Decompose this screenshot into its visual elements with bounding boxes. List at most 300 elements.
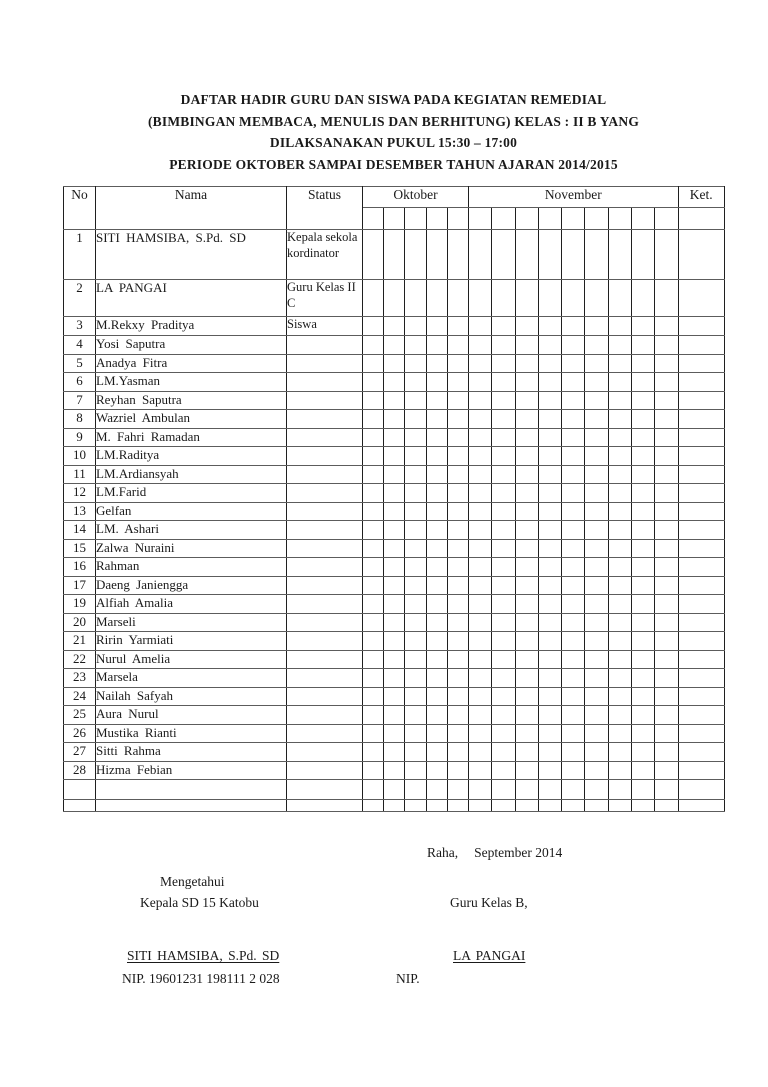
attendance-cell bbox=[608, 576, 631, 595]
date-subheader-cell bbox=[678, 208, 724, 230]
attendance-cell bbox=[426, 521, 447, 540]
attendance-cell bbox=[538, 576, 561, 595]
attendance-cell bbox=[678, 669, 724, 688]
table-row bbox=[64, 743, 725, 762]
attendance-cell bbox=[632, 447, 655, 466]
row-name: Ririn Yarmiati bbox=[96, 632, 287, 651]
date-subheader-cell bbox=[447, 208, 468, 230]
attendance-cell bbox=[447, 595, 468, 614]
attendance-cell bbox=[384, 354, 405, 373]
attendance-cell bbox=[562, 230, 585, 280]
attendance-cell bbox=[363, 669, 384, 688]
attendance-cell bbox=[468, 410, 491, 429]
attendance-cell bbox=[608, 336, 631, 355]
attendance-cell bbox=[405, 465, 426, 484]
attendance-cell bbox=[468, 280, 491, 317]
date-subheader-cell bbox=[585, 208, 608, 230]
attendance-cell bbox=[632, 373, 655, 392]
attendance-cell bbox=[515, 484, 538, 503]
attendance-cell bbox=[632, 539, 655, 558]
row-name: LM.Ardiansyah bbox=[96, 465, 287, 484]
row-status bbox=[287, 539, 363, 558]
attendance-cell bbox=[468, 613, 491, 632]
attendance-cell bbox=[426, 669, 447, 688]
attendance-cell bbox=[608, 595, 631, 614]
date-subheader-cell bbox=[492, 208, 515, 230]
row-status bbox=[287, 650, 363, 669]
attendance-cell bbox=[562, 724, 585, 743]
attendance-cell bbox=[608, 761, 631, 780]
attendance-cell bbox=[632, 354, 655, 373]
attendance-cell bbox=[585, 336, 608, 355]
row-status bbox=[287, 669, 363, 688]
attendance-cell bbox=[384, 484, 405, 503]
attendance-cell bbox=[384, 230, 405, 280]
date-subheader-cell bbox=[405, 208, 426, 230]
attendance-cell bbox=[468, 761, 491, 780]
attendance-cell bbox=[515, 502, 538, 521]
attendance-cell bbox=[562, 761, 585, 780]
attendance-cell bbox=[426, 539, 447, 558]
attendance-cell bbox=[405, 521, 426, 540]
table-row bbox=[64, 724, 725, 743]
attendance-cell bbox=[468, 687, 491, 706]
attendance-cell bbox=[384, 410, 405, 429]
attendance-cell bbox=[632, 502, 655, 521]
attendance-cell bbox=[655, 743, 678, 762]
attendance-cell bbox=[678, 280, 724, 317]
empty-cell bbox=[632, 800, 655, 812]
attendance-cell bbox=[515, 595, 538, 614]
attendance-cell bbox=[562, 317, 585, 336]
attendance-cell bbox=[363, 373, 384, 392]
attendance-cell bbox=[492, 428, 515, 447]
attendance-cell bbox=[632, 230, 655, 280]
empty-cell bbox=[655, 800, 678, 812]
table-row bbox=[64, 230, 725, 280]
attendance-cell bbox=[468, 230, 491, 280]
attendance-cell bbox=[384, 576, 405, 595]
row-number: 14 bbox=[64, 521, 96, 540]
attendance-cell bbox=[405, 280, 426, 317]
attendance-cell bbox=[538, 280, 561, 317]
row-number: 15 bbox=[64, 539, 96, 558]
attendance-cell bbox=[585, 354, 608, 373]
attendance-cell bbox=[608, 428, 631, 447]
row-name: Reyhan Saputra bbox=[96, 391, 287, 410]
attendance-cell bbox=[632, 336, 655, 355]
attendance-cell bbox=[585, 391, 608, 410]
row-number: 28 bbox=[64, 761, 96, 780]
attendance-cell bbox=[515, 650, 538, 669]
attendance-cell bbox=[632, 761, 655, 780]
row-name: Alfiah Amalia bbox=[96, 595, 287, 614]
attendance-cell bbox=[538, 502, 561, 521]
empty-cell bbox=[96, 780, 287, 800]
attendance-cell bbox=[632, 613, 655, 632]
attendance-cell bbox=[384, 336, 405, 355]
attendance-cell bbox=[562, 465, 585, 484]
attendance-cell bbox=[678, 354, 724, 373]
attendance-cell bbox=[426, 558, 447, 577]
attendance-cell bbox=[538, 558, 561, 577]
table-row bbox=[64, 650, 725, 669]
attendance-cell bbox=[515, 669, 538, 688]
attendance-cell bbox=[468, 706, 491, 725]
attendance-cell bbox=[492, 484, 515, 503]
table-row bbox=[64, 558, 725, 577]
table-row bbox=[64, 521, 725, 540]
date-subheader-cell bbox=[363, 208, 384, 230]
row-status bbox=[287, 576, 363, 595]
attendance-cell bbox=[468, 576, 491, 595]
attendance-cell bbox=[363, 724, 384, 743]
date-subheader-cell bbox=[655, 208, 678, 230]
attendance-cell bbox=[655, 447, 678, 466]
table-row bbox=[64, 613, 725, 632]
attendance-cell bbox=[515, 576, 538, 595]
attendance-cell bbox=[678, 336, 724, 355]
table-row bbox=[64, 391, 725, 410]
attendance-cell bbox=[655, 687, 678, 706]
attendance-cell bbox=[585, 521, 608, 540]
attendance-cell bbox=[562, 391, 585, 410]
empty-cell bbox=[608, 800, 631, 812]
attendance-cell bbox=[492, 502, 515, 521]
attendance-cell bbox=[562, 354, 585, 373]
row-number: 9 bbox=[64, 428, 96, 447]
attendance-cell bbox=[405, 743, 426, 762]
attendance-cell bbox=[632, 317, 655, 336]
attendance-cell bbox=[562, 669, 585, 688]
attendance-cell bbox=[655, 317, 678, 336]
attendance-cell bbox=[655, 595, 678, 614]
row-name: Yosi Saputra bbox=[96, 336, 287, 355]
attendance-cell bbox=[492, 391, 515, 410]
attendance-cell bbox=[632, 650, 655, 669]
attendance-cell bbox=[447, 687, 468, 706]
attendance-cell bbox=[562, 539, 585, 558]
row-number: 12 bbox=[64, 484, 96, 503]
attendance-cell bbox=[363, 410, 384, 429]
attendance-cell bbox=[538, 373, 561, 392]
attendance-cell bbox=[562, 373, 585, 392]
attendance-cell bbox=[405, 391, 426, 410]
row-name: Daeng Janiengga bbox=[96, 576, 287, 595]
empty-cell bbox=[384, 800, 405, 812]
attendance-cell bbox=[384, 373, 405, 392]
row-number: 7 bbox=[64, 391, 96, 410]
attendance-cell bbox=[426, 706, 447, 725]
attendance-cell bbox=[678, 447, 724, 466]
attendance-cell bbox=[562, 502, 585, 521]
table-row bbox=[64, 632, 725, 651]
attendance-cell bbox=[538, 632, 561, 651]
attendance-cell bbox=[384, 687, 405, 706]
empty-cell bbox=[447, 780, 468, 800]
row-number: 19 bbox=[64, 595, 96, 614]
attendance-cell bbox=[447, 447, 468, 466]
attendance-cell bbox=[515, 428, 538, 447]
table-row bbox=[64, 410, 725, 429]
footer-kepala-title: Kepala SD 15 Katobu bbox=[140, 895, 259, 910]
attendance-cell bbox=[468, 595, 491, 614]
attendance-cell bbox=[447, 724, 468, 743]
attendance-cell bbox=[363, 632, 384, 651]
attendance-cell bbox=[655, 632, 678, 651]
attendance-cell bbox=[492, 336, 515, 355]
attendance-cell bbox=[562, 613, 585, 632]
attendance-cell bbox=[585, 595, 608, 614]
attendance-cell bbox=[384, 613, 405, 632]
empty-cell bbox=[632, 780, 655, 800]
attendance-cell bbox=[515, 373, 538, 392]
date-subheader-cell bbox=[384, 208, 405, 230]
row-status bbox=[287, 595, 363, 614]
attendance-cell bbox=[492, 632, 515, 651]
attendance-cell bbox=[655, 521, 678, 540]
attendance-cell bbox=[468, 558, 491, 577]
attendance-cell bbox=[468, 484, 491, 503]
attendance-cell bbox=[655, 613, 678, 632]
attendance-cell bbox=[384, 650, 405, 669]
attendance-cell bbox=[562, 447, 585, 466]
attendance-cell bbox=[363, 484, 384, 503]
attendance-cell bbox=[562, 410, 585, 429]
attendance-cell bbox=[363, 687, 384, 706]
row-status bbox=[287, 336, 363, 355]
attendance-cell bbox=[585, 410, 608, 429]
attendance-cell bbox=[678, 724, 724, 743]
attendance-cell bbox=[632, 465, 655, 484]
attendance-cell bbox=[492, 447, 515, 466]
table-row bbox=[64, 354, 725, 373]
attendance-cell bbox=[363, 613, 384, 632]
attendance-cell bbox=[538, 230, 561, 280]
attendance-cell bbox=[447, 428, 468, 447]
title-line-2: (BIMBINGAN MEMBACA, MENULIS DAN BERHITUNG) KELAS : II B YANG bbox=[147, 113, 640, 129]
attendance-cell bbox=[468, 354, 491, 373]
attendance-cell bbox=[515, 743, 538, 762]
attendance-cell bbox=[538, 724, 561, 743]
attendance-cell bbox=[678, 743, 724, 762]
col-header-status: Status bbox=[287, 187, 363, 230]
attendance-cell bbox=[492, 706, 515, 725]
table-row bbox=[64, 280, 725, 317]
attendance-cell bbox=[405, 558, 426, 577]
table-header-row bbox=[64, 187, 725, 208]
empty-cell bbox=[64, 800, 96, 812]
attendance-cell bbox=[585, 743, 608, 762]
attendance-cell bbox=[492, 595, 515, 614]
attendance-cell bbox=[492, 317, 515, 336]
attendance-cell bbox=[515, 230, 538, 280]
attendance-cell bbox=[585, 447, 608, 466]
attendance-cell bbox=[447, 761, 468, 780]
attendance-cell bbox=[447, 230, 468, 280]
attendance-cell bbox=[515, 280, 538, 317]
attendance-cell bbox=[426, 428, 447, 447]
row-name: LM.Yasman bbox=[96, 373, 287, 392]
attendance-cell bbox=[562, 706, 585, 725]
attendance-cell bbox=[632, 724, 655, 743]
attendance-cell bbox=[426, 410, 447, 429]
attendance-cell bbox=[363, 502, 384, 521]
attendance-cell bbox=[363, 650, 384, 669]
empty-cell bbox=[287, 780, 363, 800]
attendance-cell bbox=[405, 632, 426, 651]
attendance-cell bbox=[632, 743, 655, 762]
date-subheader-cell bbox=[538, 208, 561, 230]
row-status bbox=[287, 521, 363, 540]
attendance-cell bbox=[405, 428, 426, 447]
attendance-cell bbox=[585, 558, 608, 577]
attendance-cell bbox=[562, 558, 585, 577]
attendance-cell bbox=[655, 558, 678, 577]
row-number: 20 bbox=[64, 613, 96, 632]
footer-kepala-signature-name: SITI HAMSIBA, S.Pd. SD bbox=[127, 948, 280, 963]
attendance-cell bbox=[538, 539, 561, 558]
title-line-4: PERIODE OKTOBER SAMPAI DESEMBER TAHUN AJARAN 2014/2015 bbox=[169, 157, 618, 173]
attendance-cell bbox=[405, 484, 426, 503]
date-subheader-cell bbox=[562, 208, 585, 230]
attendance-cell bbox=[492, 521, 515, 540]
empty-cell bbox=[515, 800, 538, 812]
empty-cell bbox=[585, 780, 608, 800]
attendance-cell bbox=[538, 410, 561, 429]
attendance-cell bbox=[538, 687, 561, 706]
attendance-cell bbox=[632, 669, 655, 688]
attendance-cell bbox=[492, 373, 515, 392]
footer-kepala-nip: NIP. 19601231 198111 2 028 bbox=[122, 971, 280, 986]
empty-cell bbox=[96, 800, 287, 812]
row-status bbox=[287, 687, 363, 706]
attendance-cell bbox=[515, 336, 538, 355]
attendance-cell bbox=[515, 558, 538, 577]
attendance-cell bbox=[492, 743, 515, 762]
attendance-cell bbox=[632, 558, 655, 577]
attendance-cell bbox=[538, 613, 561, 632]
attendance-cell bbox=[405, 576, 426, 595]
footer-guru-signature-name: LA PANGAI bbox=[453, 948, 526, 963]
attendance-cell bbox=[632, 687, 655, 706]
row-status bbox=[287, 558, 363, 577]
row-number: 17 bbox=[64, 576, 96, 595]
attendance-cell bbox=[538, 521, 561, 540]
row-status bbox=[287, 373, 363, 392]
attendance-cell bbox=[562, 336, 585, 355]
attendance-cell bbox=[538, 761, 561, 780]
table-row bbox=[64, 706, 725, 725]
attendance-cell bbox=[538, 317, 561, 336]
attendance-cell bbox=[562, 484, 585, 503]
attendance-cell bbox=[655, 465, 678, 484]
attendance-cell bbox=[447, 280, 468, 317]
attendance-cell bbox=[426, 595, 447, 614]
attendance-cell bbox=[655, 230, 678, 280]
attendance-cell bbox=[608, 743, 631, 762]
empty-cell bbox=[405, 800, 426, 812]
attendance-cell bbox=[608, 558, 631, 577]
attendance-cell bbox=[363, 595, 384, 614]
attendance-cell bbox=[447, 465, 468, 484]
attendance-cell bbox=[447, 576, 468, 595]
empty-cell bbox=[363, 780, 384, 800]
attendance-cell bbox=[384, 724, 405, 743]
attendance-cell bbox=[426, 354, 447, 373]
row-status: Siswa bbox=[287, 317, 363, 336]
attendance-cell bbox=[426, 391, 447, 410]
row-status bbox=[287, 484, 363, 503]
attendance-cell bbox=[655, 410, 678, 429]
empty-cell bbox=[515, 780, 538, 800]
attendance-cell bbox=[515, 687, 538, 706]
attendance-cell bbox=[492, 539, 515, 558]
empty-row bbox=[64, 780, 725, 800]
attendance-cell bbox=[608, 724, 631, 743]
attendance-cell bbox=[405, 230, 426, 280]
attendance-cell bbox=[384, 280, 405, 317]
attendance-cell bbox=[363, 465, 384, 484]
footer-place-date bbox=[427, 845, 562, 861]
attendance-cell bbox=[538, 465, 561, 484]
attendance-cell bbox=[426, 317, 447, 336]
attendance-cell bbox=[585, 650, 608, 669]
attendance-cell bbox=[384, 595, 405, 614]
table-row bbox=[64, 576, 725, 595]
empty-row bbox=[64, 800, 725, 812]
row-name: M. Fahri Ramadan bbox=[96, 428, 287, 447]
footer-guru-nip: NIP. bbox=[396, 971, 420, 986]
attendance-cell bbox=[426, 502, 447, 521]
attendance-cell bbox=[608, 391, 631, 410]
row-status bbox=[287, 724, 363, 743]
attendance-cell bbox=[468, 465, 491, 484]
row-name: Mustika Rianti bbox=[96, 724, 287, 743]
attendance-cell bbox=[384, 502, 405, 521]
attendance-cell bbox=[447, 336, 468, 355]
attendance-cell bbox=[608, 650, 631, 669]
attendance-cell bbox=[585, 539, 608, 558]
attendance-cell bbox=[678, 502, 724, 521]
attendance-cell bbox=[492, 354, 515, 373]
attendance-cell bbox=[608, 447, 631, 466]
attendance-cell bbox=[363, 539, 384, 558]
attendance-cell bbox=[447, 632, 468, 651]
row-status: Kepala sekola kordinator bbox=[287, 230, 363, 280]
row-name: SITI HAMSIBA, S.Pd. SD bbox=[96, 230, 287, 280]
attendance-cell bbox=[515, 706, 538, 725]
row-status bbox=[287, 391, 363, 410]
attendance-cell bbox=[562, 280, 585, 317]
attendance-cell bbox=[585, 669, 608, 688]
attendance-cell bbox=[632, 576, 655, 595]
attendance-cell bbox=[492, 613, 515, 632]
attendance-cell bbox=[562, 595, 585, 614]
row-name: Hizma Febian bbox=[96, 761, 287, 780]
attendance-cell bbox=[678, 650, 724, 669]
attendance-cell bbox=[363, 761, 384, 780]
attendance-cell bbox=[538, 354, 561, 373]
attendance-cell bbox=[384, 669, 405, 688]
attendance-cell bbox=[363, 521, 384, 540]
attendance-cell bbox=[405, 373, 426, 392]
table-row bbox=[64, 595, 725, 614]
attendance-cell bbox=[678, 428, 724, 447]
attendance-cell bbox=[447, 743, 468, 762]
attendance-cell bbox=[363, 317, 384, 336]
attendance-cell bbox=[678, 521, 724, 540]
